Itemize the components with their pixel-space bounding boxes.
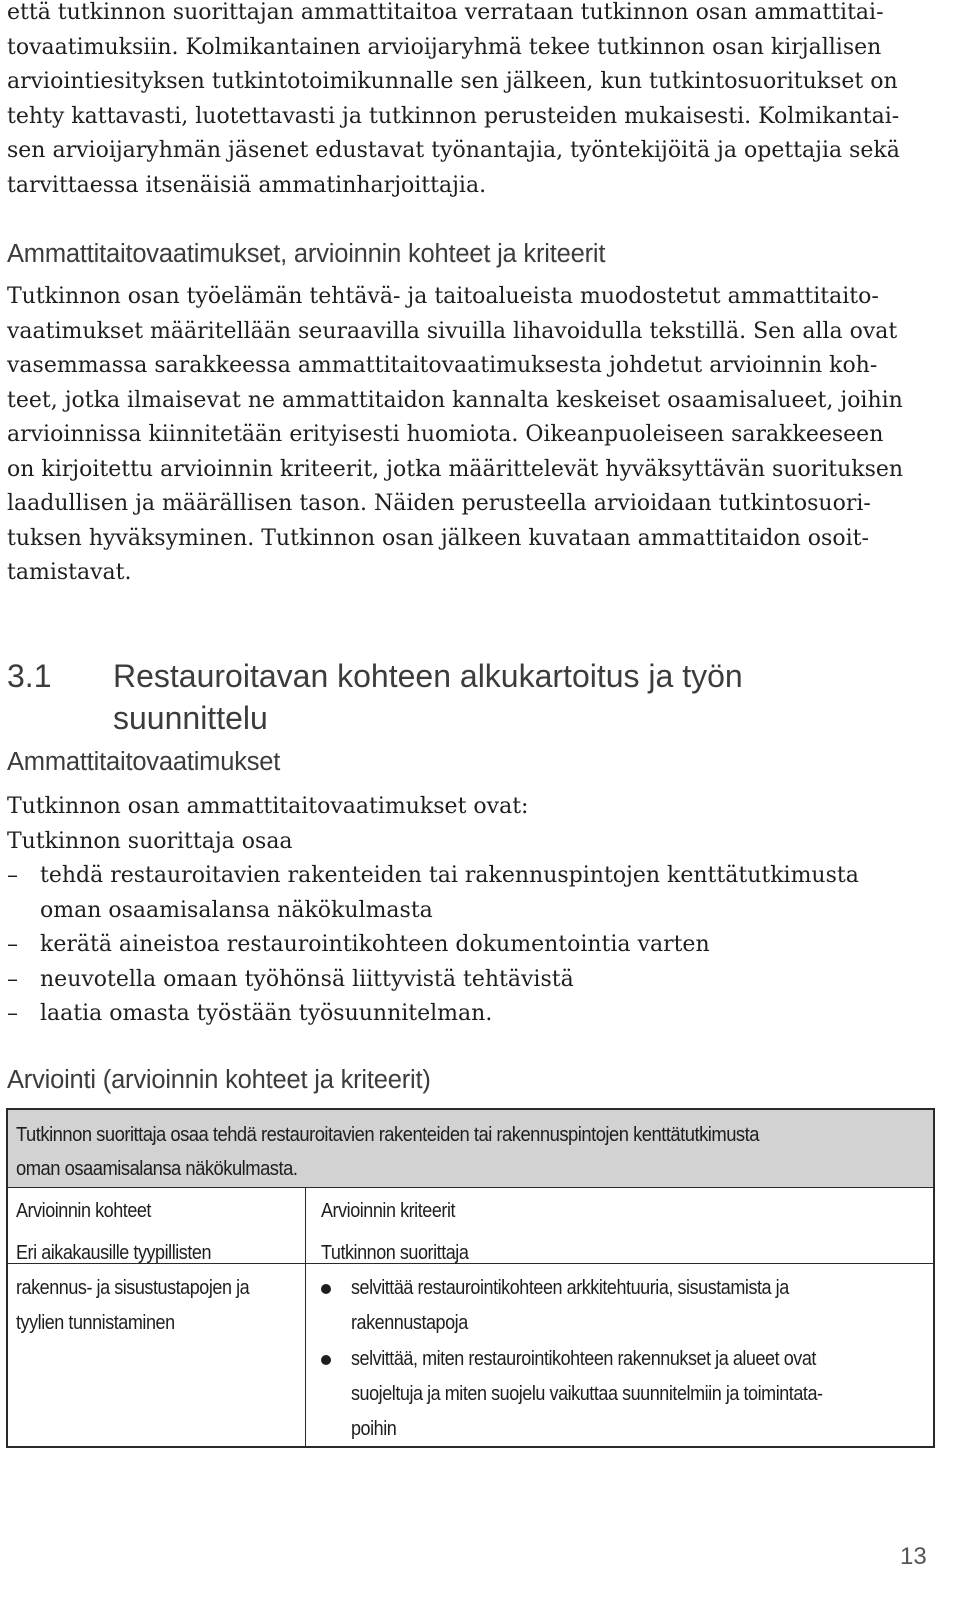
list-item-text: kerätä aineistoa restaurointikohteen dokumentointia varten bbox=[40, 932, 710, 957]
table-header bbox=[8, 1110, 933, 1188]
text-line: tehty kattavasti, luotettavasti ja tutkinnon perusteiden mukaisesti. Kolmikantai- bbox=[7, 103, 900, 129]
text-line: tuksen hyväksyminen. Tutkinnon osan jälkeen kuvataan ammattitaidon osoit- bbox=[7, 525, 869, 551]
assessment-target bbox=[16, 1236, 249, 1341]
heading-skills: Ammattitaitovaatimukset bbox=[7, 748, 281, 776]
text-line: vaatimukset määritellään seuraavilla sivuilla lihavoidulla tekstillä. Sen alla ovat bbox=[7, 318, 898, 344]
text-line: teet, jotka ilmaisevat ne ammattitaidon kannalta keskeiset osaamisalueet, joihin bbox=[7, 387, 903, 413]
dash-marker: – bbox=[7, 1001, 18, 1026]
dash-marker: – bbox=[7, 863, 18, 888]
page-number: 13 bbox=[900, 1543, 927, 1570]
criteria-lead: Tutkinnon suorittaja bbox=[321, 1242, 469, 1264]
text-line: poihin bbox=[351, 1418, 397, 1440]
dash-marker: – bbox=[7, 932, 18, 957]
criteria-text bbox=[351, 1271, 909, 1341]
bullet-icon bbox=[321, 1284, 331, 1294]
text-line: arvioinnissa kiinnitetään erityisesti huomiota. Oikeanpuoleiseen sarakkeeseen bbox=[7, 422, 884, 447]
text-line: laadullisen ja määrällisen tason. Näiden perusteella arvioidaan tutkintosuori- bbox=[7, 491, 871, 516]
list-item-text: laatia omasta työstään työsuunnitelman. bbox=[40, 1001, 493, 1026]
text-line: tamistavat. bbox=[7, 560, 132, 585]
column-header-criteria: Arvioinnin kriteerit bbox=[321, 1200, 456, 1222]
text-line: sen arvioijaryhmän jäsenet edustavat työnantajia, työntekijöitä ja opettajia sekä bbox=[7, 138, 900, 163]
heading-requirements: Ammattitaitovaatimukset, arvioinnin kohteet ja kriteerit bbox=[7, 240, 606, 268]
section-title: Restauroitavan kohteen alkukartoitus ja työn suunnittelu bbox=[113, 658, 743, 736]
text-line: tovaatimuksiin. Kolmikantainen arvioijaryhmä tekee tutkinnon osan kirjallisen bbox=[7, 34, 882, 60]
dash-marker: – bbox=[7, 966, 18, 992]
column-header-targets: Arvioinnin kohteet bbox=[16, 1200, 151, 1222]
text-line: selvittää restaurointikohteen arkkitehtuuria, sisustamista ja bbox=[351, 1277, 789, 1299]
table-header-text bbox=[16, 1118, 927, 1186]
list-item-text: tehdä restauroitavien rakenteiden tai rakennuspintojen kenttätutkimusta oman osaamisalansa näkökulmasta bbox=[40, 863, 859, 923]
text-line: rakennustapoja bbox=[351, 1312, 468, 1334]
text-line: oman osaamisalansa näkökulmasta. bbox=[16, 1158, 298, 1180]
assessment-table bbox=[6, 1108, 935, 1448]
text-line: selvittää, miten restaurointikohteen rakennukset ja alueet ovat bbox=[351, 1348, 816, 1370]
text-line: vasemmassa sarakkeessa ammattitaitovaatimuksesta johdetut arvioinnin koh- bbox=[7, 353, 878, 378]
skills-lead: Tutkinnon suorittaja osaa bbox=[7, 828, 293, 854]
text-line: rakennus- ja sisustustapojen ja bbox=[16, 1277, 250, 1299]
section-number: 3.1 bbox=[7, 658, 52, 694]
list-item-text: neuvotella omaan työhönsä liittyvistä tehtävistä bbox=[40, 966, 574, 992]
text-line: että tutkinnon suorittajan ammattitaitoa verrataan tutkinnon osan ammattitai- bbox=[7, 0, 884, 25]
bullet-icon bbox=[321, 1355, 331, 1365]
text-line: Tutkinnon suorittaja osaa tehdä restauroitavien rakenteiden tai rakennuspintojen kenttätutkimusta bbox=[16, 1124, 759, 1146]
text-line: Tutkinnon osan työelämän tehtävä- ja taitoalueista muodostetut ammattitaito- bbox=[7, 284, 879, 309]
text-line: suojeltuja ja miten suojelu vaikuttaa suunnitelmiin ja toimintata- bbox=[351, 1383, 823, 1405]
column-divider bbox=[305, 1188, 306, 1446]
text-line: Eri aikakausille tyypillisten bbox=[16, 1242, 212, 1264]
text-line: arviointiesityksen tutkintotoimikunnalle sen jälkeen, kun tutkintosuoritukset on bbox=[7, 69, 898, 94]
text-line: tarvittaessa itsenäisiä ammatinharjoittajia. bbox=[7, 172, 487, 198]
text-line: on kirjoitettu arvioinnin kriteerit, jotka määrittelevät hyväksyttävän suorituksen bbox=[7, 456, 904, 482]
skills-intro: Tutkinnon osan ammattitaitovaatimukset ovat: bbox=[7, 794, 529, 819]
text-line: tyylien tunnistaminen bbox=[16, 1312, 175, 1334]
heading-assessment: Arviointi (arvioinnin kohteet ja kriteerit) bbox=[7, 1066, 431, 1094]
criteria-text bbox=[351, 1342, 909, 1447]
criteria-bullet bbox=[321, 1342, 921, 1447]
criteria-bullet bbox=[321, 1271, 921, 1341]
